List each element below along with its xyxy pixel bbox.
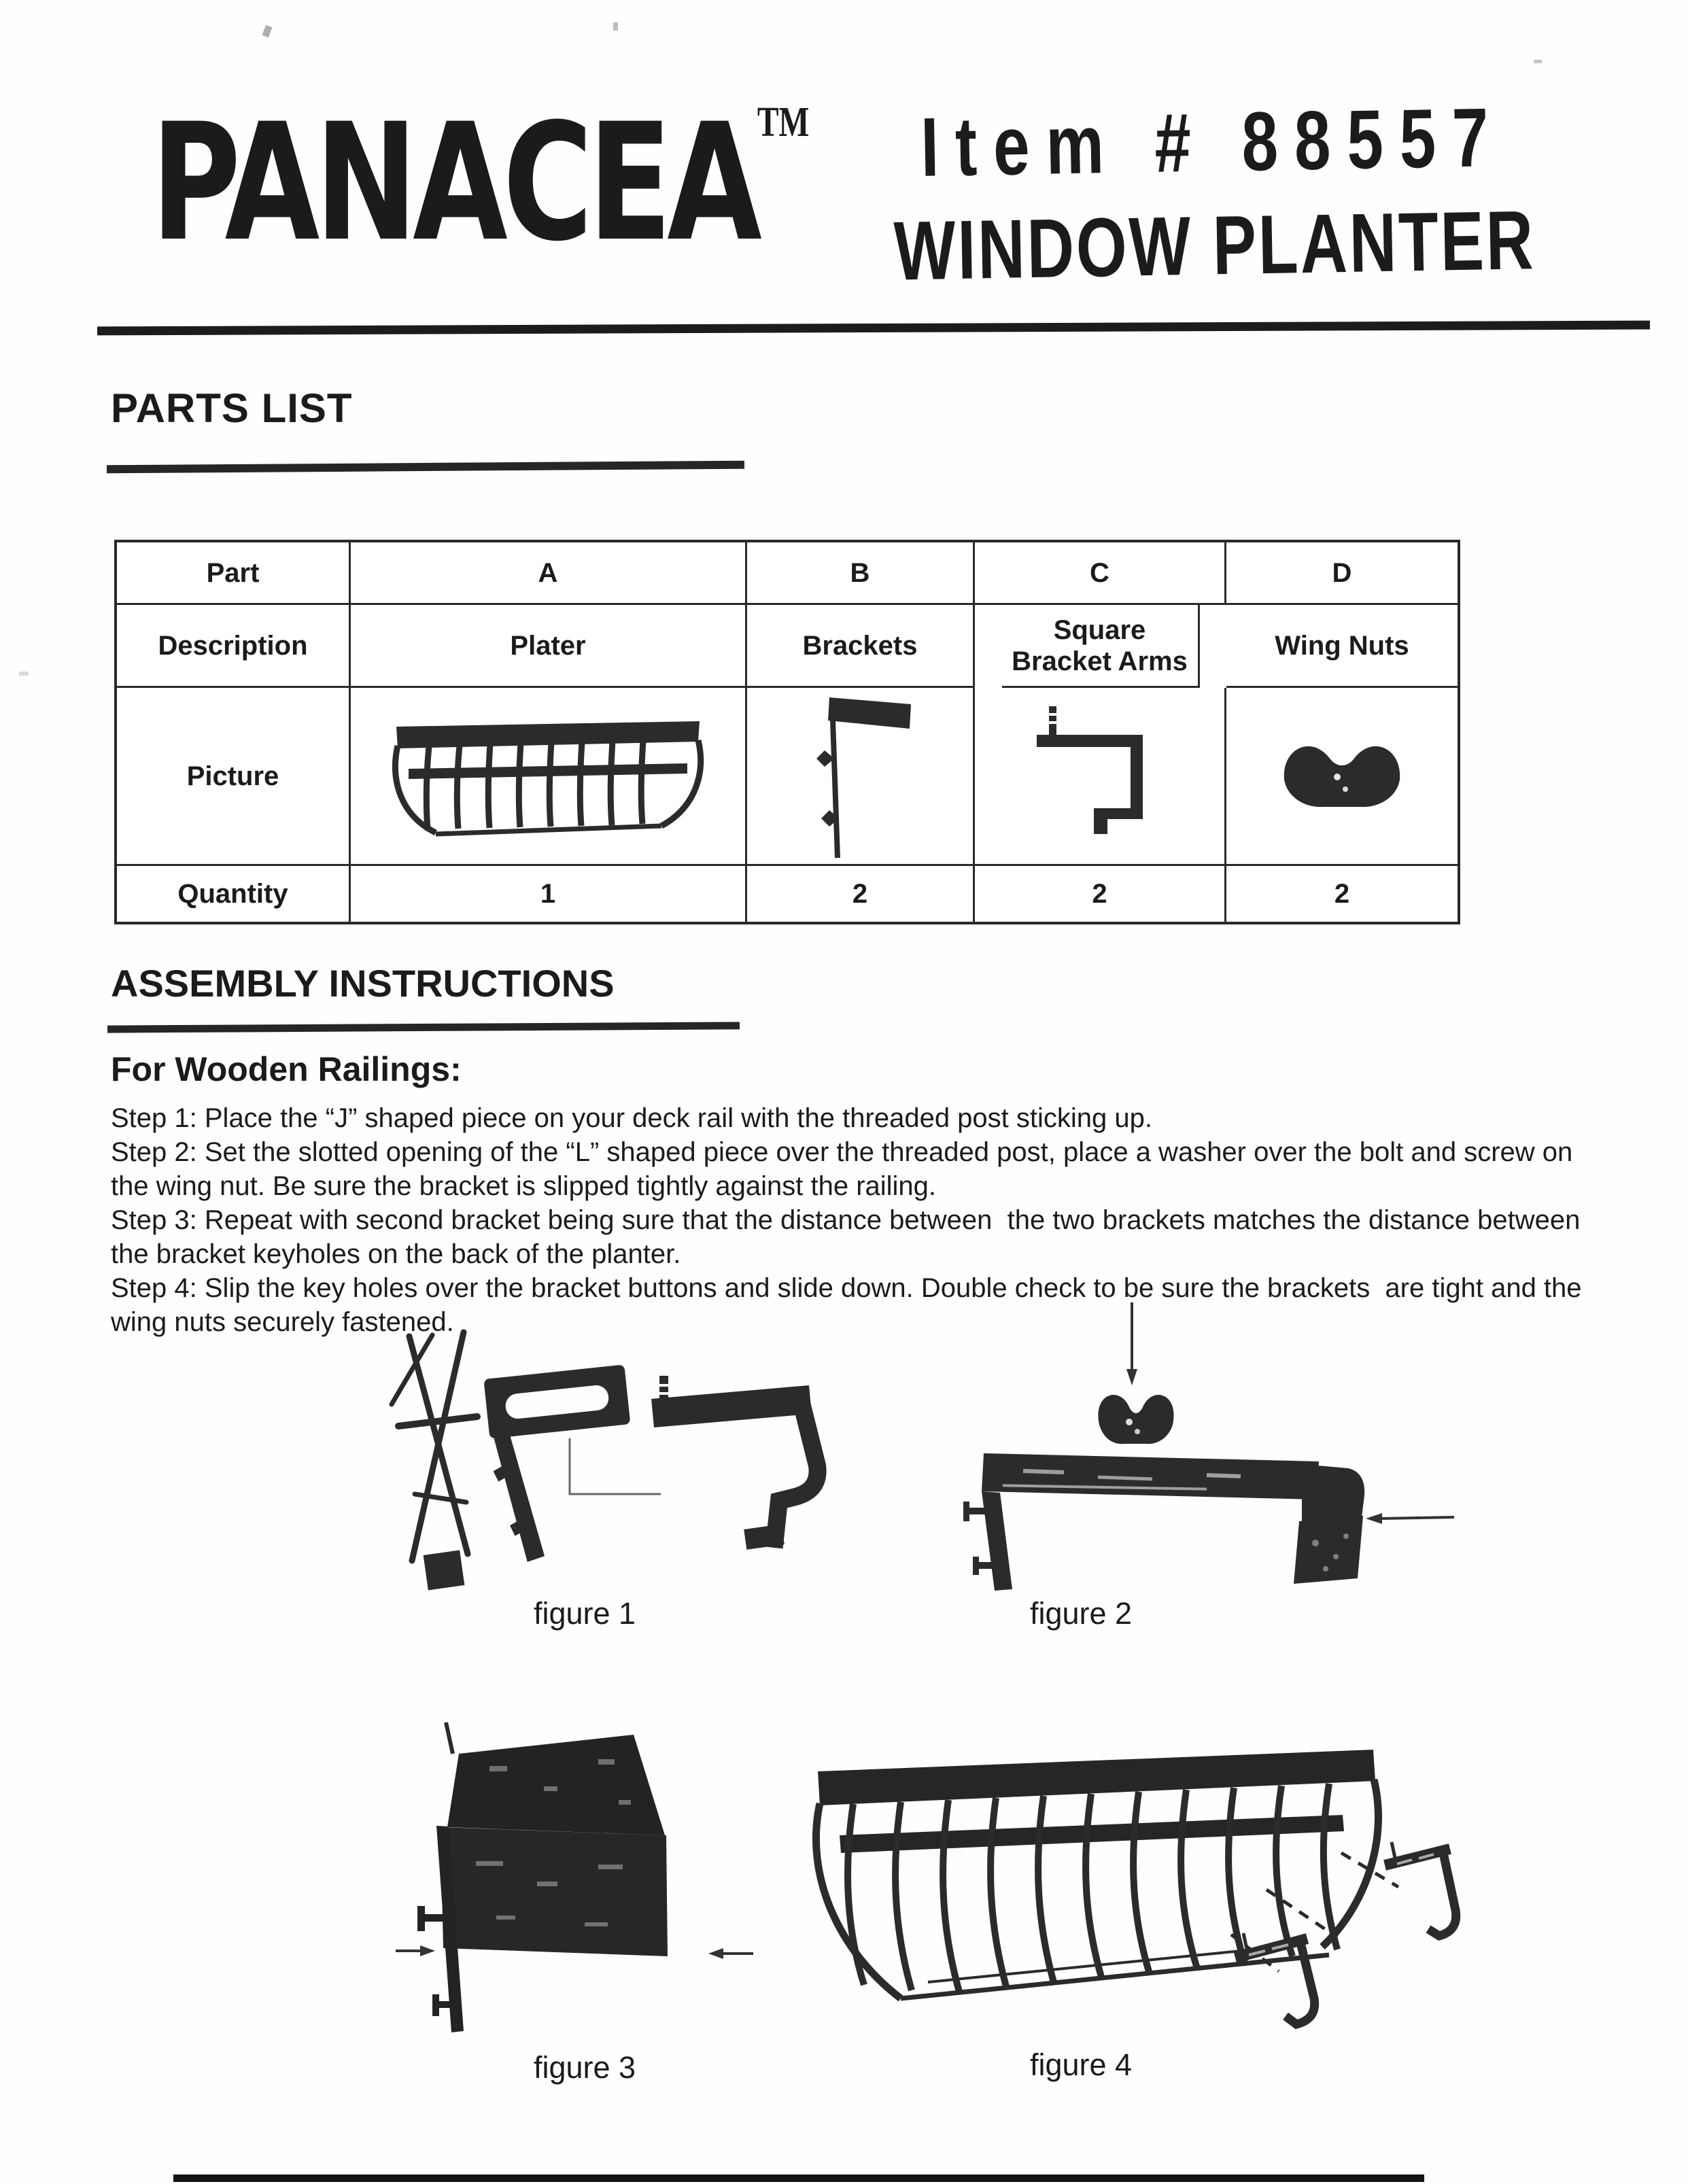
document-title-block	[835, 88, 1592, 298]
part-letter-c: C	[975, 542, 1226, 605]
scan-speck	[262, 25, 273, 37]
row-label-description: Description	[117, 605, 351, 688]
quantity-b: 2	[747, 866, 975, 922]
part-letter-a: A	[351, 542, 747, 605]
figure-3-caption: figure 3	[533, 2050, 636, 2085]
step-1: Step 1: Place the “J” shaped piece on your deck rail with the threaded post sticking up.	[111, 1103, 1152, 1133]
scan-edge-bar	[173, 2174, 1424, 2182]
scan-speck	[1534, 60, 1542, 63]
row-label-part: Part	[117, 542, 351, 605]
railings-subheading: For Wooden Railings:	[111, 1050, 462, 1088]
description-a: Plater	[351, 605, 747, 688]
step-3: Step 3: Repeat with second bracket being sure that the distance between the two brackets matches the distance between the bracket keyholes on the back of the planter.	[111, 1205, 1588, 1269]
assembly-heading: ASSEMBLY INSTRUCTIONS	[111, 962, 615, 1005]
square-bracket-arm-icon	[1029, 699, 1171, 852]
brand-logo	[151, 89, 810, 277]
picture-cell-b	[747, 688, 975, 866]
figure-1-caption: figure 1	[533, 1596, 636, 1631]
brand-name: PANACEA	[151, 89, 757, 277]
row-label-picture: Picture	[117, 688, 351, 866]
wing-nut-icon	[1277, 732, 1407, 820]
parts-list-heading: PARTS LIST	[111, 385, 353, 431]
figure-1-drawing	[367, 1324, 843, 1596]
figure-4-caption: figure 4	[1029, 2047, 1133, 2082]
quantity-d: 2	[1334, 879, 1350, 909]
parts-list-underline	[107, 461, 744, 474]
figure-2-caption: figure 2	[1029, 1596, 1133, 1631]
picture-cell-d	[1226, 688, 1458, 866]
assembly-underline	[107, 1022, 740, 1033]
description-b: Brackets	[747, 605, 975, 688]
planter-basket-icon	[388, 706, 708, 846]
step-4: Step 4: Slip the key holes over the bracket buttons and slide down. Double check to be sure the brackets are tight and the wing nuts securely fastened.	[111, 1273, 1589, 1337]
description-c: Square Bracket Arms	[1002, 605, 1200, 688]
quantity-a: 1	[351, 866, 747, 922]
part-letter-b: B	[747, 542, 975, 605]
scan-speck	[19, 672, 29, 676]
header-divider	[97, 321, 1650, 336]
figure-3-drawing	[394, 1712, 755, 2048]
figure-4-drawing	[799, 1732, 1468, 2041]
picture-cell-c	[975, 688, 1226, 866]
row-label-quantity: Quantity	[117, 866, 351, 922]
part-letter-d: D	[1226, 542, 1458, 605]
picture-cell-a	[351, 688, 747, 866]
quantity-c: 2	[975, 866, 1226, 922]
step-2: Step 2: Set the slotted opening of the “L” shaped piece over the threaded post, place a washer over the bolt and screw on the wing nut. Be sure the bracket is slipped tightly against the railing.	[111, 1137, 1581, 1201]
scan-speck	[613, 22, 618, 31]
figure-2-drawing	[921, 1298, 1458, 1597]
description-d: Wing Nuts	[1226, 605, 1458, 688]
item-number: Item # 88557	[920, 90, 1506, 194]
product-title: WINDOW PLANTER	[893, 194, 1536, 298]
l-bracket-icon	[802, 688, 918, 865]
trademark-symbol: TM	[757, 98, 810, 146]
parts-table	[114, 540, 1460, 924]
